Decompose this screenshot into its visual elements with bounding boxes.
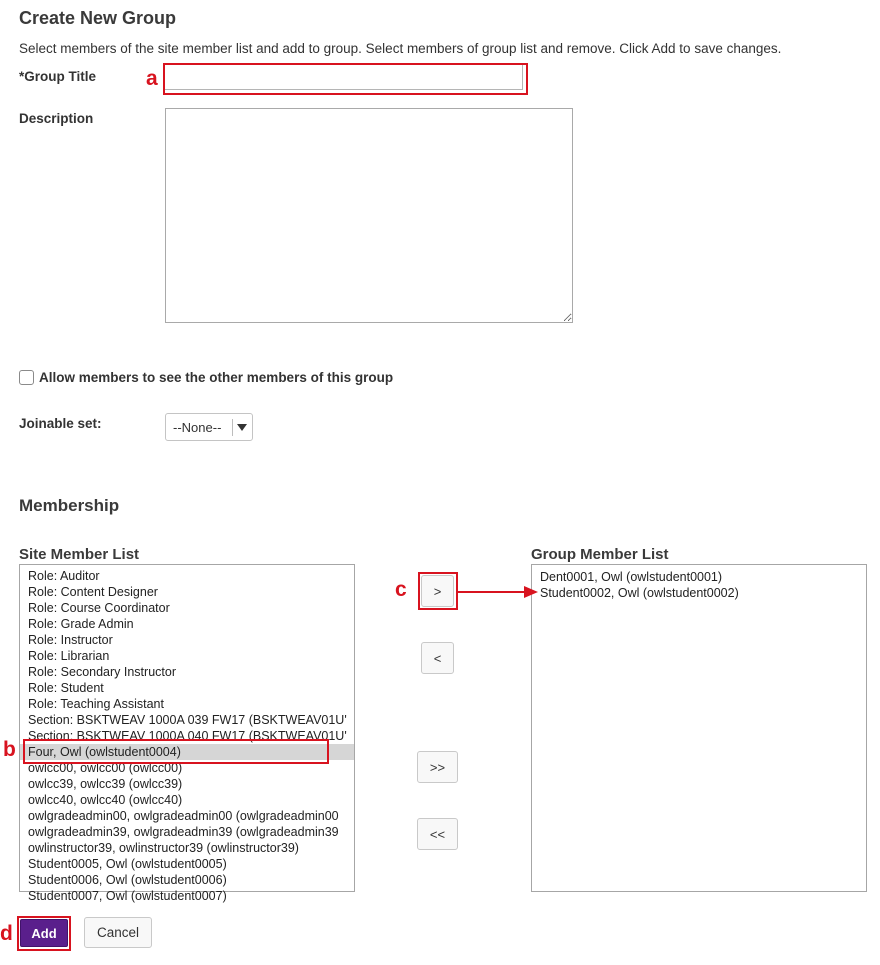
site-member-item[interactable]: owlgradeadmin00, owlgradeadmin00 (owlgradeadmin00 [28, 809, 339, 823]
annotation-box-a [163, 63, 528, 95]
annotation-box-c [418, 572, 458, 610]
site-member-item[interactable]: Role: Course Coordinator [28, 601, 170, 615]
site-member-item[interactable]: Role: Teaching Assistant [28, 697, 164, 711]
site-member-item[interactable]: Student0006, Owl (owlstudent0006) [28, 873, 227, 887]
description-label: Description [19, 111, 94, 126]
site-member-item[interactable]: Student0005, Owl (owlstudent0005) [28, 857, 227, 871]
add-button[interactable]: Add [20, 919, 68, 947]
site-member-item[interactable]: Four, Owl (owlstudent0004) [20, 744, 354, 760]
site-member-item[interactable]: owlgradeadmin39, owlgradeadmin39 (owlgradeadmin39 [28, 825, 339, 839]
site-member-item[interactable]: Role: Secondary Instructor [28, 665, 176, 679]
allow-members-checkbox[interactable] [19, 370, 34, 385]
site-member-item[interactable]: Role: Student [28, 681, 104, 695]
site-member-item[interactable]: Role: Auditor [28, 569, 100, 583]
remove-all-button[interactable]: << [417, 818, 458, 850]
site-member-item[interactable]: Role: Content Designer [28, 585, 158, 599]
add-all-button[interactable]: >> [417, 751, 458, 783]
group-member-listbox[interactable] [531, 564, 867, 892]
site-member-item[interactable]: owlcc00, owlcc00 (owlcc00) [28, 761, 183, 775]
annotation-label-b: b [3, 738, 16, 761]
site-member-item[interactable]: Section: BSKTWEAV 1000A 039 FW17 (BSKTWEAV01U' [28, 713, 347, 727]
add-selected-button[interactable]: > [421, 575, 454, 607]
site-member-item[interactable]: Role: Grade Admin [28, 617, 134, 631]
select-divider [232, 419, 233, 436]
page-title: Create New Group [19, 8, 177, 28]
joinable-set-label: Joinable set: [19, 416, 102, 431]
site-member-item[interactable]: owlcc40, owlcc40 (owlcc40) [28, 793, 183, 807]
annotation-label-c: c [395, 578, 407, 601]
group-member-list-header: Group Member List [531, 546, 669, 563]
annotation-label-a: a [146, 67, 158, 90]
group-member-item[interactable]: Dent0001, Owl (owlstudent0001) [540, 570, 723, 584]
group-member-item[interactable]: Student0002, Owl (owlstudent0002) [540, 586, 739, 600]
site-member-item[interactable]: owlcc39, owlcc39 (owlcc39) [28, 777, 183, 791]
allow-members-label: Allow members to see the other members of this group [39, 370, 394, 385]
annotation-box-b [23, 739, 329, 764]
instructions-text: Select members of the site member list and add to group. Select members of group list and remove. Click Add to save changes. [19, 41, 782, 56]
site-member-item[interactable]: Section: BSKTWEAV 1000A 040 FW17 (BSKTWEAV01U' [28, 729, 347, 743]
site-member-item[interactable]: Role: Instructor [28, 633, 113, 647]
chevron-down-icon [237, 424, 247, 431]
remove-selected-button[interactable]: < [421, 642, 454, 674]
site-member-list-header: Site Member List [19, 546, 140, 563]
joinable-set-value: --None-- [173, 420, 222, 435]
description-textarea[interactable] [165, 108, 573, 323]
membership-title: Membership [19, 496, 120, 515]
annotation-box-d [17, 916, 71, 951]
annotation-label-d: d [0, 922, 13, 945]
joinable-set-select[interactable] [165, 413, 253, 441]
site-member-listbox[interactable] [19, 564, 355, 903]
cancel-button[interactable]: Cancel [84, 917, 152, 948]
annotation-arrow [456, 582, 540, 602]
group-title-label: *Group Title [19, 69, 97, 84]
site-member-item[interactable]: owlinstructor39, owlinstructor39 (owlinstructor39) [28, 841, 299, 855]
site-member-item[interactable]: Student0007, Owl (owlstudent0007) [28, 889, 227, 903]
site-member-item[interactable]: Role: Librarian [28, 649, 110, 663]
